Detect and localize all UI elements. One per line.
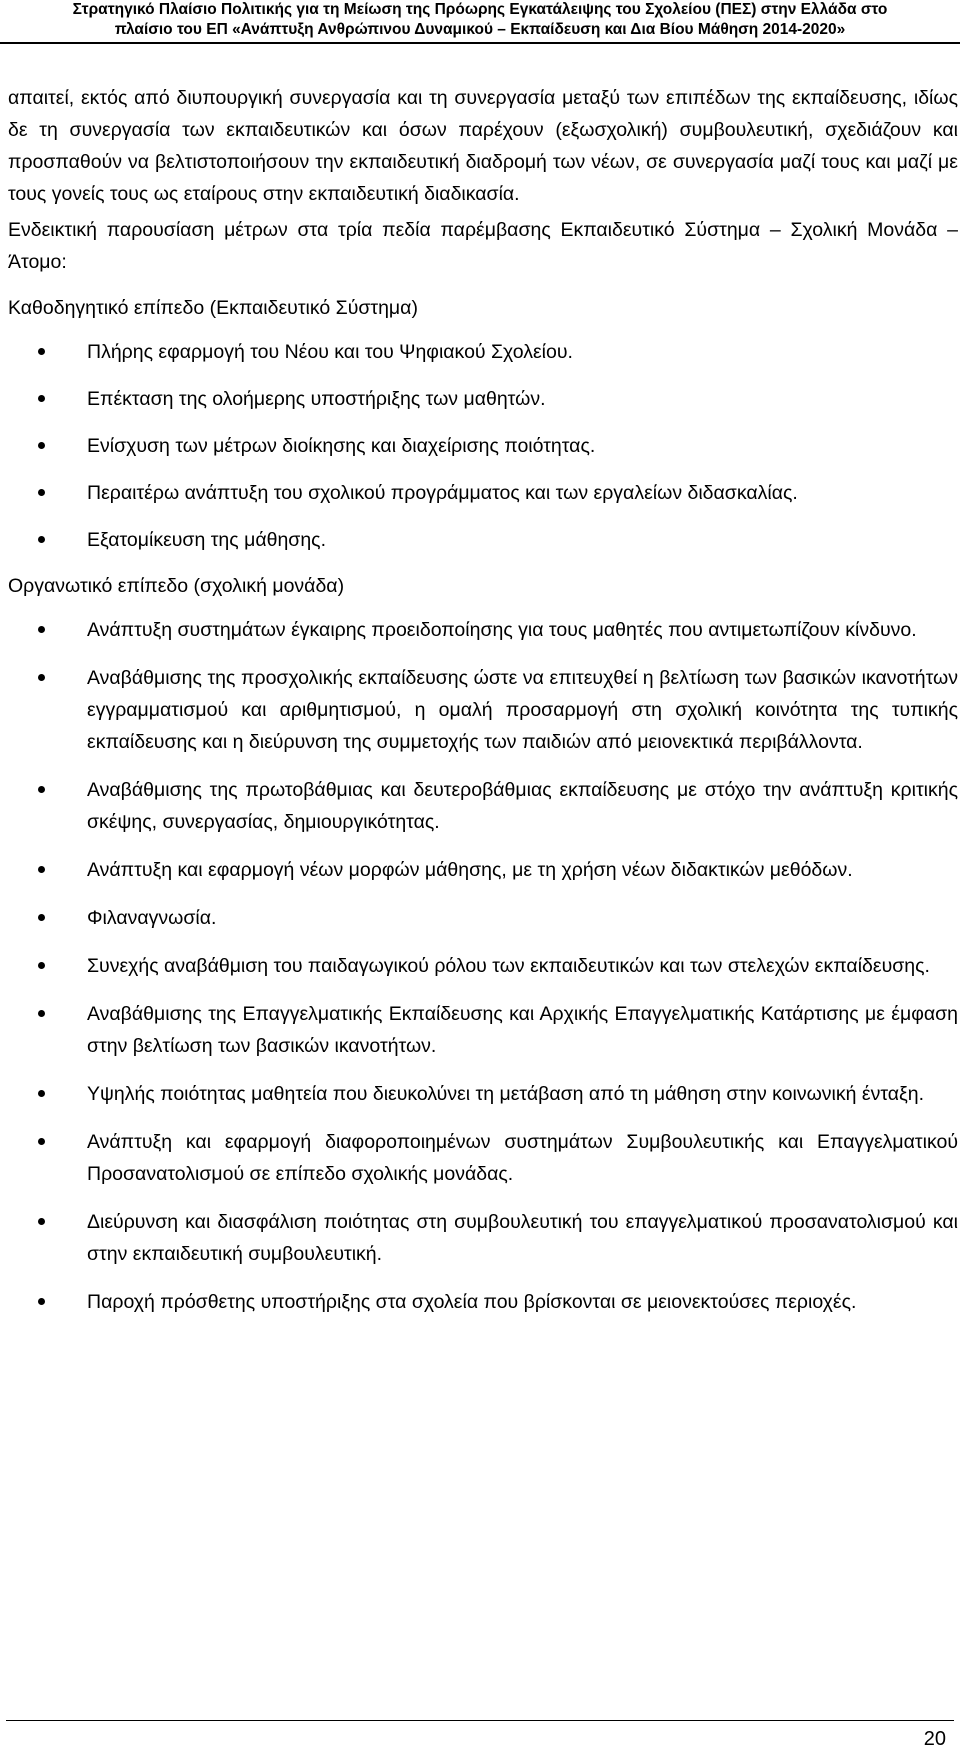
running-header <box>0 0 960 44</box>
header-line-2: πλαίσιο του ΕΠ «Ανάπτυξη Ανθρώπινου Δυναμικού – Εκπαίδευση και Δια Βίου Μάθηση 2014-2020» <box>114 21 846 38</box>
list-item: Ανάπτυξη και εφαρμογή νέων μορφών μάθησης, με τη χρήση νέων διδακτικών μεθόδων. <box>8 854 958 886</box>
bullet-list-school-level <box>8 614 958 1318</box>
list-item: Αναβάθμισης της Επαγγελματικής Εκπαίδευσης και Αρχικής Επαγγελματικής Κατάρτισης με έμφαση στην βελτίωση των βασικών ικανοτήτων. <box>8 998 958 1062</box>
list-item: Διεύρυνση και διασφάλιση ποιότητας στη συμβουλευτική του επαγγελματικού προσανατολισμού και στην εκπαιδευτική συμβουλευτική. <box>8 1206 958 1270</box>
list-item: Πλήρης εφαρμογή του Νέου και του Ψηφιακού Σχολείου. <box>8 336 958 368</box>
document-body <box>8 82 958 1334</box>
page-number: 20 <box>923 1728 946 1750</box>
list-item: Συνεχής αναβάθμιση του παιδαγωγικού ρόλου των εκπαιδευτικών και των στελεχών εκπαίδευσης. <box>8 950 958 982</box>
intro-paragraph: απαιτεί, εκτός από διυπουργική συνεργασία και τη συνεργασία μεταξύ των επιπέδων της εκπαίδευσης, ιδίως δε τη συνεργασία των εκπαιδευτικών και όσων παρέχουν (εξωσχολική) συμβουλευτική, σχεδιάζουν και προσπαθούν να βελτιστοποιήσουν την εκπαιδευτική διαδρομή των νέων, σε συνεργασία μαζί τους και μαζί με τους γονείς τους ως εταίρους στην εκπαιδευτική διαδικασία. <box>8 87 958 205</box>
footer-divider <box>6 1720 954 1721</box>
list-item: Παροχή πρόσθετης υποστήριξης στα σχολεία που βρίσκονται σε μειονεκτούσες περιοχές. <box>8 1286 958 1318</box>
list-item: Εξατομίκευση της μάθησης. <box>8 524 958 556</box>
list-item: Περαιτέρω ανάπτυξη του σχολικού προγράμματος και των εργαλείων διδασκαλίας. <box>8 477 958 509</box>
list-item: Αναβάθμισης της προσχολικής εκπαίδευσης ώστε να επιτευχθεί η βελτίωση των βασικών ικανοτήτων εγγραμματισμού και αριθμητισμού, η ομαλή προσαρμογή στη σχολική κοινότητα της τυπικής εκπαίδευσης και η διεύρυνση της συμμετοχής των παιδιών από μειονεκτικά περιβάλλοντα. <box>8 662 958 758</box>
list-item: Ανάπτυξη και εφαρμογή διαφοροποιημένων συστημάτων Συμβουλευτικής και Επαγγελματικού Προσανατολισμού σε επίπεδο σχολικής μονάδας. <box>8 1126 958 1190</box>
header-line-1: Στρατηγικό Πλαίσιο Πολιτικής για τη Μείωση της Πρόωρης Εγκατάλειψης του Σχολείου (ΠΕΣ) στην Ελλάδα στο <box>72 1 888 18</box>
list-item: Ενίσχυση των μέτρων διοίκησης και διαχείρισης ποιότητας. <box>8 430 958 462</box>
list-item: Υψηλής ποιότητας μαθητεία που διευκολύνει τη μετάβαση από τη μάθηση στην κοινωνική ένταξη. <box>8 1078 958 1110</box>
section-heading-system-level: Καθοδηγητικό επίπεδο (Εκπαιδευτικό Σύστημα) <box>8 297 418 319</box>
lead-paragraph: Ενδεικτική παρουσίαση μέτρων στα τρία πεδία παρέμβασης Εκπαιδευτικό Σύστημα – Σχολική Μονάδα – Άτομο: <box>8 219 958 273</box>
list-item: Ανάπτυξη συστημάτων έγκαιρης προειδοποίησης για τους μαθητές που αντιμετωπίζουν κίνδυνο. <box>8 614 958 646</box>
list-item: Φιλαναγνωσία. <box>8 902 958 934</box>
list-item: Αναβάθμισης της πρωτοβάθμιας και δευτεροβάθμιας εκπαίδευσης με στόχο την ανάπτυξη κριτικής σκέψης, συνεργασίας, δημιουργικότητας. <box>8 774 958 838</box>
bullet-list-system-level <box>8 336 958 556</box>
list-item: Επέκταση της ολοήμερης υποστήριξης των μαθητών. <box>8 383 958 415</box>
section-heading-school-level: Οργανωτικό επίπεδο (σχολική μονάδα) <box>8 575 345 597</box>
